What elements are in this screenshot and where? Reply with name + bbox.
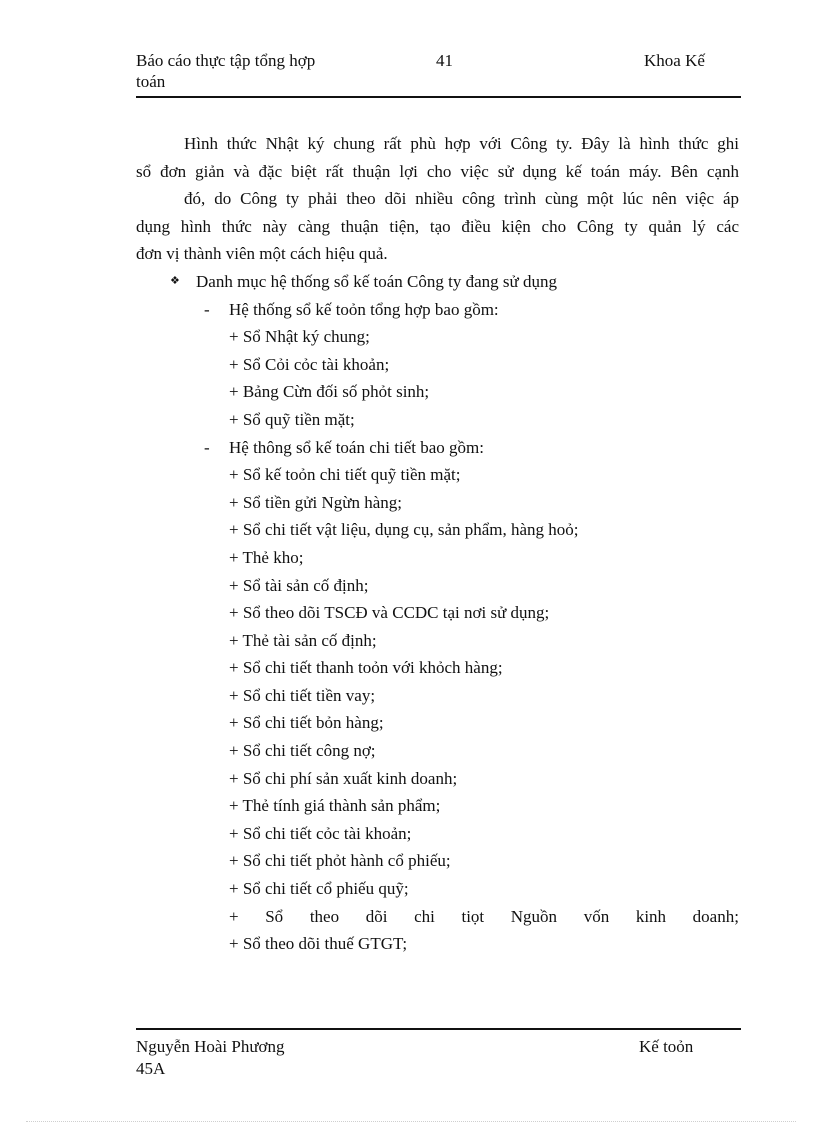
bottom-dotted-divider (26, 1121, 796, 1122)
page-number: 41 (436, 51, 453, 70)
header-right: Khoa Kế (644, 51, 705, 70)
list-item: + Sổ Nhật ký chung; (229, 327, 370, 347)
list-item: + Sổ chi tiết bỏn hàng; (229, 713, 384, 733)
header-left-line2: toán (136, 72, 166, 91)
intro-paragraph (136, 130, 739, 268)
word: dõi (365, 906, 388, 926)
paragraph-line: sổ đơn giản và đặc biệt rất thuận lợi cho việc sử dụng kế toán máy. Bên cạnh (136, 161, 739, 181)
header-left-line1: Báo cáo thực tập tổng hợp (136, 51, 316, 70)
header-left (136, 50, 366, 92)
dash-marker: - (204, 299, 210, 319)
group2-title: Hệ thông sổ kế toán chi tiết bao gồm: (229, 437, 484, 457)
word: Sổ (265, 906, 284, 926)
list-item: + Sổ chi tiết vật liệu, dụng cụ, sản phẩm, hàng hoỏ; (229, 520, 579, 540)
word: tiọt (461, 906, 485, 926)
list-item: + Sổ tiền gửi Ngừn hàng; (229, 492, 402, 512)
page-header (136, 50, 741, 98)
word: theo (309, 906, 340, 926)
footer-left (136, 1036, 336, 1080)
list-item: + Sổ Cỏi cỏc tài khoản; (229, 354, 390, 374)
footer-right: Kế toỏn (639, 1037, 694, 1056)
word: Nguồn (510, 906, 558, 926)
word: vốn (583, 906, 610, 926)
list-item: + Sổ chi tiết tiền vay; (229, 685, 376, 705)
list-item: + Sổ chi tiết cỏc tài khoản; (229, 823, 412, 843)
footer-author: Nguyễn Hoài Phương (136, 1037, 285, 1056)
list-item: + Sổ chi tiết phỏt hành cổ phiếu; (229, 851, 451, 871)
dash-marker: - (204, 437, 210, 457)
list-item: + Sổ chi tiết công nợ; (229, 741, 376, 761)
list-item: + Sổ chi tiết cổ phiếu quỹ; (229, 879, 409, 899)
word: chi (414, 906, 435, 926)
footer-class: 45A (136, 1059, 166, 1078)
list-item: + Thẻ tài sản cố định; (229, 630, 377, 650)
word: + (229, 906, 239, 926)
page-body (136, 130, 739, 958)
page-footer (136, 1028, 741, 1078)
group1-title-row (136, 296, 739, 324)
list-item: + Sổ theo dõi thuế GTGT; (229, 934, 408, 954)
list-item-justified (136, 903, 739, 931)
paragraph-line: đơn vị thành viên một cách hiệu quả. (136, 244, 388, 264)
list-item: + Thẻ tính giá thành sản phẩm; (229, 796, 441, 816)
list-item: + Sổ quỹ tiền mặt; (229, 409, 355, 429)
bullet-row (136, 268, 739, 296)
list-item: + Sổ tài sản cố định; (229, 575, 369, 595)
paragraph-line: dụng hình thức này càng thuận tiện, tạo điều kiện cho Công ty quản lý các (136, 216, 739, 236)
diamond-bullet-icon: ❖ (170, 274, 180, 287)
list-item: + Sổ kế toỏn chi tiết quỹ tiền mặt; (229, 465, 461, 485)
list-item: + Bảng Cừn đối số phỏt sinh; (229, 382, 430, 402)
paragraph-line: Hình thức Nhật ký chung rất phù hợp với Công ty. Đây là hình thức ghi (184, 134, 739, 153)
paragraph-line: đó, do Công ty phải theo dõi nhiều công trình cùng một lúc nên việc áp (184, 189, 739, 209)
list-item: + Sổ chi tiết thanh toỏn với khỏch hàng; (229, 658, 503, 678)
list-item: + Sổ chi phí sản xuất kinh doanh; (229, 768, 458, 788)
word: kinh (635, 906, 667, 926)
list-item: + Sổ theo dõi TSCĐ và CCDC tại nơi sử dụng; (229, 603, 550, 623)
word: doanh; (692, 906, 739, 926)
bullet-text: Danh mục hệ thống sổ kế toán Công ty đang sử dụng (196, 271, 557, 291)
group2-title-row (136, 434, 739, 462)
list-item: + Thẻ kho; (229, 547, 304, 567)
group1-title: Hệ thống sổ kế toỏn tổng hợp bao gồm: (229, 299, 499, 319)
